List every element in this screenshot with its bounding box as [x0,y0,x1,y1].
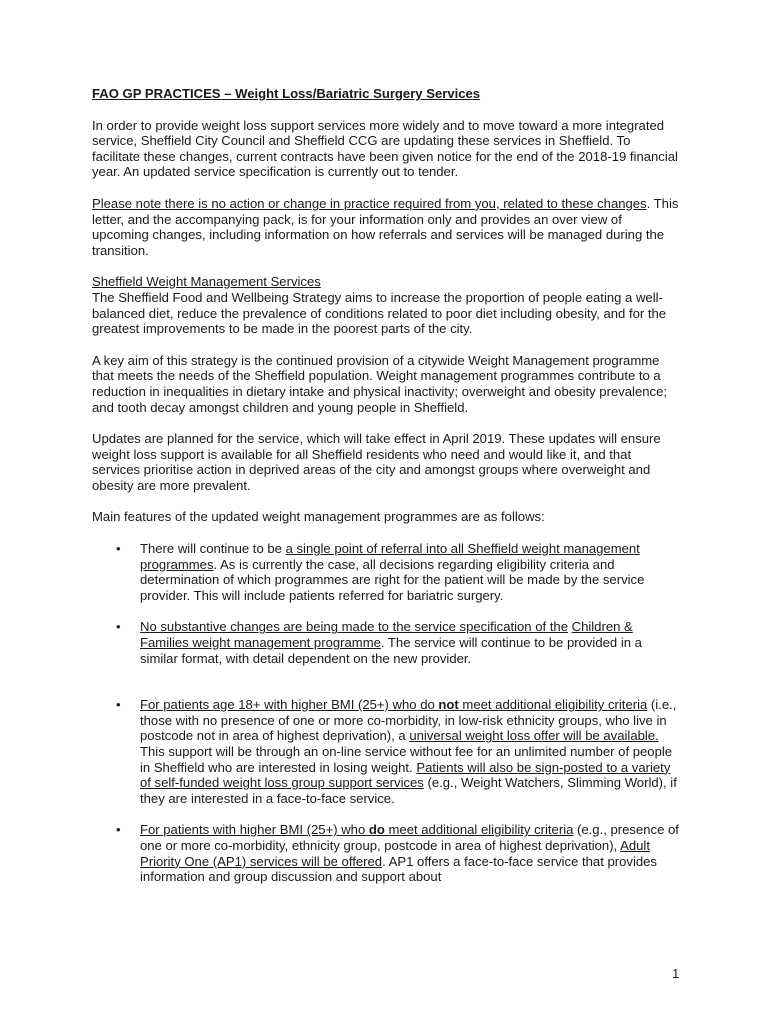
list-item-underlined: Adult Priority One (AP1) services will be offered [140,837,650,869]
list-item-underlined: For patients with higher BMI (25+) who [140,822,369,838]
list-item [92,541,682,603]
list-item-text: (e.g., presence of one or more co-morbidity, ethnicity group, postcode in area of highest deprivation), [140,822,679,853]
list-item-underlined: meet additional eligibility criteria [458,697,648,713]
section-block [92,274,682,336]
list-item-text: . AP1 offers a face-to-face service that provides information and group discussion and support about [140,853,657,885]
bullet-marker: • [116,619,121,635]
note-rest: . This letter, and the accompanying pack, is for your information only and provides an over view of upcoming changes, including information on how referrals and services will be managed during the transition. [92,195,679,258]
list-item-bold: do [368,822,385,838]
list-item [92,697,682,806]
features-list [92,541,682,885]
note-paragraph [92,196,682,258]
list-item-text: (e.g., Weight Watchers, Slimming World), if they are interested in a face-to-face service. [140,775,677,806]
bullet-marker: • [116,822,121,838]
list-item [92,619,682,666]
list-item-bold: not [438,697,459,713]
list-item [92,822,682,884]
section-heading: Sheffield Weight Management Services [92,274,321,290]
list-item-text: There will continue to be [140,541,286,557]
list-item-underlined: universal weight loss offer will be available. [409,728,659,744]
section-para-1: The Sheffield Food and Wellbeing Strategy aims to increase the proportion of people eating a well-balanced diet, reduce the prevalence of conditions related to poor diet including obesity, and for the greatest improvements to be made in the poorest parts of the city. [92,289,667,337]
list-item-underlined: Patients will also be sign-posted to a variety of self-funded weight loss group support services [140,759,671,791]
section-para-4: Main features of the updated weight management programmes are as follows: [92,509,545,525]
note-underlined: Please note there is no action or change in practice required from you, related to these changes [92,195,647,211]
list-item-text: . As is currently the case, all decisions regarding eligibility criteria and determination of which programmes are right for the patient will be made by the service provider. This will include patients referred for bariatric surgery. [140,556,645,603]
document-body [92,86,682,901]
list-item-underlined: For patients age 18+ with higher BMI (25+) who do [140,697,439,713]
list-item-underlined: a single point of referral into all Sheffield weight management programmes [140,541,640,572]
list-item-text: (i.e., those with no presence of one or more co-morbidity, in low-risk ethnicity groups, who live in postcode not in area of highest deprivation), a [140,697,677,744]
list-item-underlined: Children & Families weight management programme [140,619,633,651]
section-para-3: Updates are planned for the service, which will take effect in April 2019. These updates will ensure weight loss support is available for all Sheffield residents who need and would like it, and that services prioritise action in deprived areas of the city and amongst groups where overweight and obesity are more prevalent. [92,431,661,493]
section-para-2: A key aim of this strategy is the continued provision of a citywide Weight Management programme that meets the needs of the Sheffield population. Weight management programmes contribute to a reduction in inequalities in dietary intake and physical inactivity; overweight and obesity prevalence; and tooth decay amongst children and young people in Sheffield. [92,352,667,415]
list-item-underlined: No substantive changes are being made to the service specification of the [140,619,568,635]
bullet-marker: • [116,697,121,713]
page-number: 1 [672,966,680,981]
intro-paragraph: In order to provide weight loss support services more widely and to move toward a more integrated service, Sheffield City Council and Sheffield CCG are updating these services in Sheffield. To facilitate these changes, current contracts have been given notice for the end of the 2018-19 financial year. An updated service specification is currently out to tender. [92,117,678,180]
list-item-text: . The service will continue to be provided in a similar format, with detail dependent on the new provider. [140,635,642,666]
list-item-underlined: meet additional eligibility criteria [384,822,574,838]
bullet-marker: • [116,541,121,557]
document-title: FAO GP PRACTICES – Weight Loss/Bariatric Surgery Services [92,86,481,101]
list-item-text: This support will be through an on-line service without fee for an unlimited number of people in Sheffield who are interested in losing weight. [140,744,673,775]
